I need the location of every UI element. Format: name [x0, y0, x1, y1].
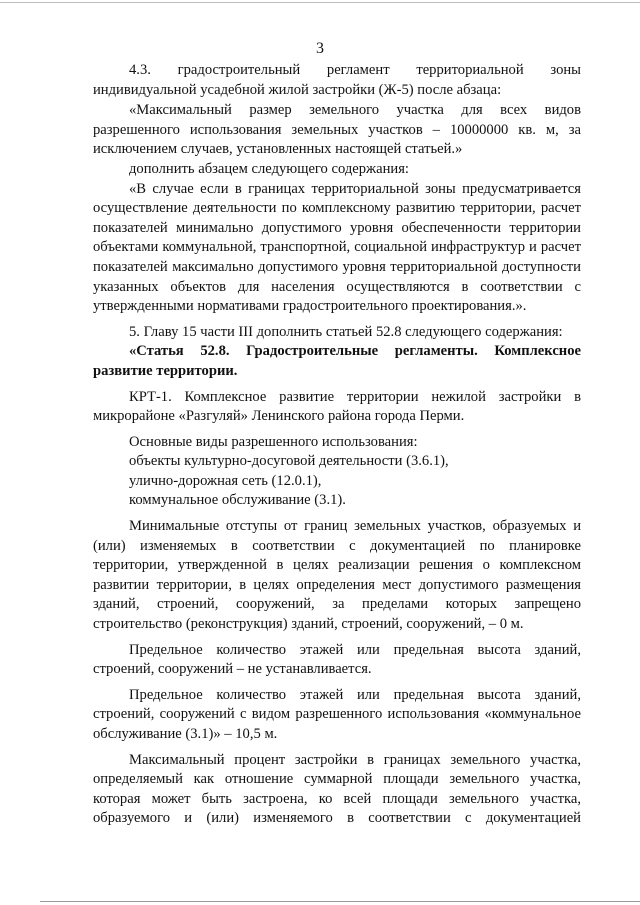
article-52-8-heading: «Статья 52.8. Градостроительные регламенты. Комплексное развитие территории. [93, 343, 581, 379]
paragraph-supplement-intro: дополнить абзацем следующего содержания: [129, 160, 409, 177]
main-uses-heading: Основные виды разрешенного использования: [129, 433, 418, 450]
max-floors-paragraph: Предельное количество этажей или предельная высота зданий, строений, сооружений – не устанавливается. [93, 641, 581, 678]
max-height-utilities-paragraph: Предельное количество этажей или предельная высота зданий, строений, сооружений с видом разрешенного использования «коммунальное обслуживание (3.1)» – 10,5 м. [93, 686, 581, 742]
use-item-cultural: объекты культурно-досуговой деятельности (3.6.1), [129, 453, 449, 470]
quoted-krt-calculation: «В случае если в границах территориальной зоны предусматривается осуществление деятельности по комплексному развитию территории, расчет показателей минимально допустимого уровня обеспеченности территории объектами коммунальной, транспортной, социальной инфраструктур и расчет показателей максимально допустимого уровня территориальной доступности указанных объектов для населения осуществляются в соответствии с утвержденными нормативами градостроительного проектирования.». [93, 180, 581, 315]
quoted-max-plot-size: «Максимальный размер земельного участка для всех видов разрешенного использования земельных участков – 10000000 кв. м, за исключением случаев, установленных настоящей статьей.» [93, 102, 581, 158]
document-body [93, 61, 581, 829]
bottom-scan-edge [40, 901, 640, 902]
min-setbacks-paragraph: Минимальные отступы от границ земельных участков, образуемых и (или) изменяемых в соответствии с документацией по планировке территории, утвержденной в целях реализации решения о комплексном развитии территории, в целях определения мест допустимого размещения зданий, строений, сооружений, за пределами которых запрещено строительство (реконструкция) зданий, строений, сооружений, – 0 м. [93, 518, 581, 633]
krt-1-description: КРТ-1. Комплексное развитие территории нежилой застройки в микрорайоне «Разгуляй» Ленинского района города Перми. [93, 388, 581, 425]
use-item-utilities: коммунальное обслуживание (3.1). [129, 492, 346, 509]
use-item-street-network: улично-дорожная сеть (12.0.1), [129, 472, 322, 489]
top-scan-edge [0, 2, 640, 3]
paragraph-5: 5. Главу 15 части III дополнить статьей 52.8 следующего содержания: [129, 323, 563, 340]
page-number: 3 [316, 40, 324, 57]
paragraph-4-3: 4.3. градостроительный регламент территориальной зоны индивидуальной усадебной жилой застройки (Ж-5) после абзаца: [93, 62, 581, 98]
max-coverage-paragraph: Максимальный процент застройки в границах земельного участка, определяемый как отношение суммарной площади земельного участка, которая может быть застроена, ко всей площади земельного участка, образуемого и (или) изменяемого в соответствии с документацией [93, 751, 581, 827]
